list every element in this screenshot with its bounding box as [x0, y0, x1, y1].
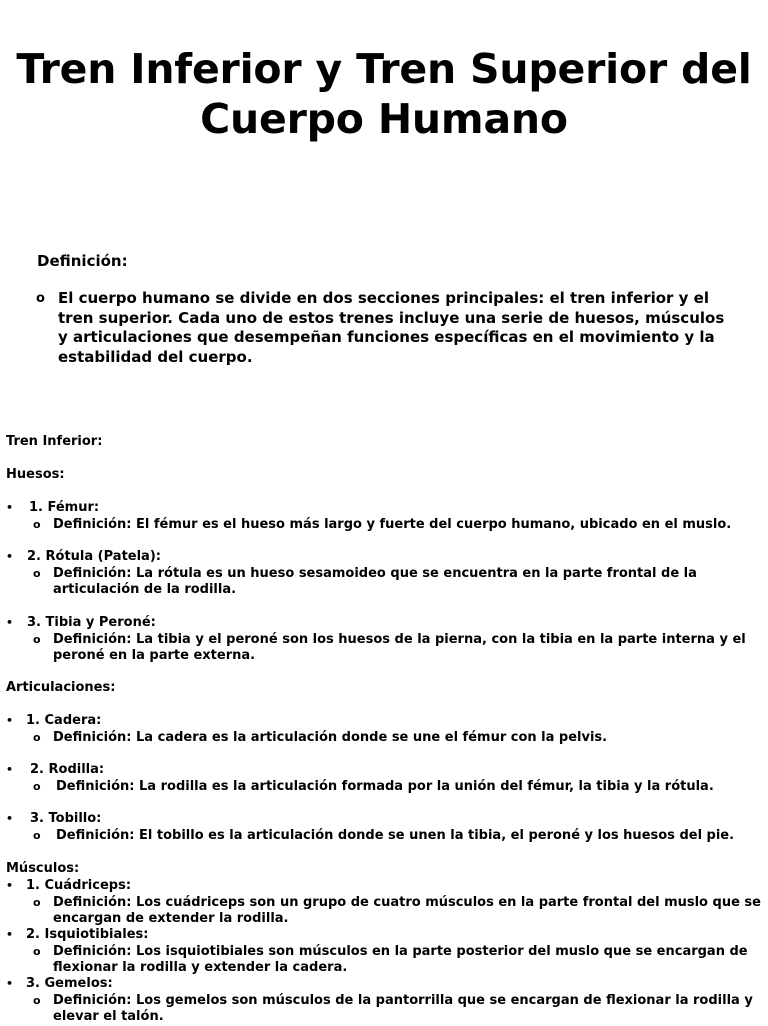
articulaciones-label: Articulaciones: — [6, 680, 116, 695]
circle-bullet-icon: o — [33, 895, 41, 909]
item-definition — [33, 566, 761, 599]
bullet-dot-icon: • — [6, 501, 14, 514]
definition-text: Definición: La cadera es la articulación donde se une el fémur con la pelvis. — [53, 729, 608, 745]
musculos-label: Músculos: — [6, 861, 80, 876]
definition-text: Definición: La tibia y el peroné son los huesos de la pierna, con la tibia en la parte interna y el peroné en la parte externa. — [53, 631, 746, 663]
circle-bullet-icon: o — [33, 779, 41, 793]
circle-bullet-icon: o — [33, 632, 41, 646]
item-title: 1. Fémur: — [29, 500, 100, 515]
circle-bullet-icon: o — [33, 828, 41, 842]
circle-bullet-icon: o — [33, 944, 41, 958]
item-title: 1. Cadera: — [26, 713, 102, 728]
bullet-dot-icon: • — [6, 714, 14, 727]
item-definition — [33, 895, 761, 928]
item-title: 3. Gemelos: — [26, 976, 113, 991]
item-definition — [33, 779, 761, 796]
definition-text: Definición: Los cuádriceps son un grupo de cuatro músculos en la parte frontal del muslo que se encargan de extender la rodilla. — [53, 894, 761, 926]
item-title: 1. Cuádriceps: — [26, 878, 132, 893]
item-definition — [33, 993, 761, 1026]
item-definition — [33, 828, 761, 845]
item-definition — [33, 730, 761, 747]
definition-text: Definición: La rótula es un hueso sesamoideo que se encuentra en la parte frontal de la articulación de la rodilla. — [53, 565, 697, 597]
item-definition — [33, 632, 761, 665]
bullet-dot-icon: • — [6, 977, 14, 990]
item-title: 2. Rótula (Patela): — [27, 549, 161, 564]
item-title: 2. Rodilla: — [30, 762, 105, 777]
page-title: Tren Inferior y Tren Superior del Cuerpo Humano — [16, 45, 752, 143]
definition-text: Definición: El tobillo es la articulación donde se unen la tibia, el peroné y los huesos del pie. — [56, 827, 735, 843]
bullet-dot-icon: • — [6, 812, 14, 825]
bullet-dot-icon: • — [6, 879, 14, 892]
huesos-label: Huesos: — [6, 467, 65, 482]
item-definition — [33, 517, 761, 534]
circle-bullet-icon: o — [36, 291, 45, 306]
item-title: 2. Isquiotibiales: — [26, 927, 149, 942]
bullet-dot-icon: • — [6, 616, 14, 629]
bullet-dot-icon: • — [6, 928, 14, 941]
definition-text: Definición: Los gemelos son músculos de la pantorrilla que se encargan de flexionar la rodilla y elevar el talón. — [53, 992, 753, 1024]
circle-bullet-icon: o — [33, 730, 41, 744]
definition-text: Definición: La rodilla es la articulación formada por la unión del fémur, la tibia y la rótula. — [56, 778, 714, 794]
item-title: 3. Tibia y Peroné: — [27, 615, 156, 630]
definition-text: Definición: El fémur es el hueso más largo y fuerte del cuerpo humano, ubicado en el muslo. — [53, 516, 732, 532]
bullet-dot-icon: • — [6, 550, 14, 563]
item-definition — [33, 944, 761, 977]
item-title: 3. Tobillo: — [30, 811, 102, 826]
definition-text: El cuerpo humano se divide en dos secciones principales: el tren inferior y el tren superior. Cada uno de estos trenes incluye una serie de huesos, músculos y articulaciones que desempeñan funciones específicas en el movimiento y la estabilidad del cuerpo. — [58, 289, 725, 366]
definition-text: Definición: Los isquiotibiales son músculos en la parte posterior del muslo que se encargan de flexionar la rodilla y extender la cadera. — [53, 943, 748, 975]
circle-bullet-icon: o — [33, 517, 41, 531]
circle-bullet-icon: o — [33, 993, 41, 1007]
circle-bullet-icon: o — [33, 566, 41, 580]
bullet-dot-icon: • — [6, 763, 14, 776]
definition-paragraph — [36, 289, 736, 367]
definition-heading: Definición: — [37, 252, 128, 270]
tren-inferior-label: Tren Inferior: — [6, 434, 103, 449]
